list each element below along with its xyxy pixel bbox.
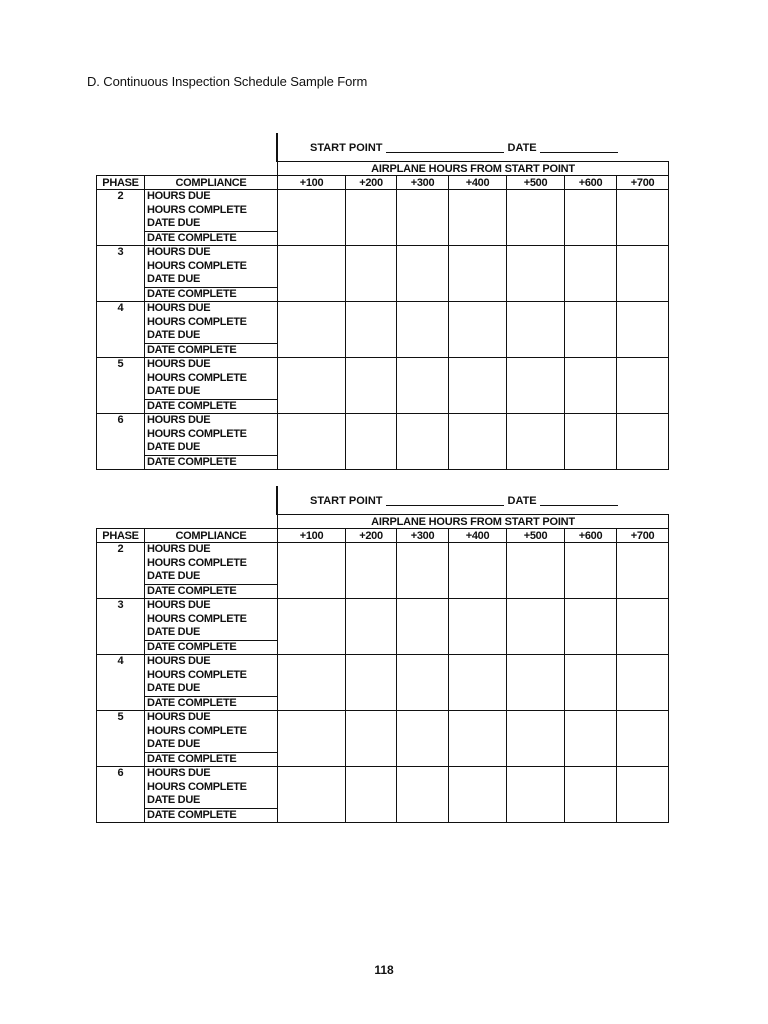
hours-column-header: +400 [449,529,507,543]
hours-column-header: +300 [397,176,449,190]
entry-cell[interactable] [507,711,565,767]
entry-cell[interactable] [278,543,346,599]
phase-row [97,655,669,711]
hours-column-header: +100 [278,529,346,543]
phase-row [97,190,669,246]
compliance-item: DATE DUE [147,682,201,694]
entry-cell[interactable] [617,599,669,655]
date-field[interactable] [540,142,618,153]
compliance-item: DATE COMPLETE [145,584,277,599]
entry-cell[interactable] [507,655,565,711]
phase-number: 4 [97,302,145,358]
compliance-item: HOURS DUE [147,767,211,779]
entry-cell[interactable] [449,302,507,358]
phase-number: 3 [97,599,145,655]
compliance-item: DATE COMPLETE [145,640,277,655]
compliance-item: HOURS DUE [147,543,211,555]
entry-cell[interactable] [397,190,449,246]
schedule-table [96,514,669,823]
compliance-item: DATE COMPLETE [145,287,277,302]
date-field[interactable] [540,495,618,506]
compliance-item: DATE DUE [147,570,201,582]
page-number: 118 [374,963,394,977]
compliance-item: HOURS COMPLETE [147,371,247,384]
entry-cell[interactable] [346,767,397,823]
hours-column-header: +400 [449,176,507,190]
start-point-row [310,495,622,507]
compliance-list [145,543,278,599]
compliance-item: DATE COMPLETE [145,343,277,358]
entry-cell[interactable] [397,358,449,414]
entry-cell[interactable] [449,711,507,767]
date-label: DATE [507,142,537,154]
entry-cell[interactable] [617,414,669,470]
compliance-item: HOURS DUE [147,358,211,370]
compliance-item: HOURS DUE [147,414,211,426]
entry-cell[interactable] [449,246,507,302]
phase-number: 5 [97,358,145,414]
compliance-item: DATE DUE [147,441,201,453]
entry-cell[interactable] [346,246,397,302]
entry-cell[interactable] [565,711,617,767]
entry-cell[interactable] [397,711,449,767]
entry-cell[interactable] [507,190,565,246]
entry-cell[interactable] [617,358,669,414]
entry-cell[interactable] [565,414,617,470]
entry-cell[interactable] [346,543,397,599]
entry-cell[interactable] [449,358,507,414]
entry-cell[interactable] [278,246,346,302]
start-point-label: START POINT [310,142,383,154]
entry-cell[interactable] [278,414,346,470]
phase-number: 3 [97,246,145,302]
compliance-item: HOURS DUE [147,655,211,667]
hours-column-header: +300 [397,529,449,543]
entry-cell[interactable] [346,358,397,414]
compliance-item: HOURS DUE [147,246,211,258]
entry-cell[interactable] [346,190,397,246]
header-spacer [97,515,278,529]
airplane-hours-header: AIRPLANE HOURS FROM START POINT [278,162,669,176]
entry-cell[interactable] [565,655,617,711]
compliance-item: HOURS COMPLETE [147,259,247,272]
entry-cell[interactable] [507,246,565,302]
compliance-item: DATE COMPLETE [145,752,277,767]
phase-number: 2 [97,543,145,599]
compliance-item: DATE COMPLETE [145,696,277,711]
compliance-list [145,767,278,823]
phase-number: 2 [97,190,145,246]
start-point-field[interactable] [386,495,504,506]
compliance-list [145,655,278,711]
entry-cell[interactable] [397,414,449,470]
compliance-item: DATE DUE [147,385,201,397]
compliance-item: HOURS COMPLETE [147,780,247,793]
phase-row [97,543,669,599]
compliance-header: COMPLIANCE [145,176,278,190]
hours-column-header: +100 [278,176,346,190]
hours-column-header: +200 [346,529,397,543]
entry-cell[interactable] [565,767,617,823]
phase-row [97,414,669,470]
compliance-item: DATE COMPLETE [145,399,277,414]
compliance-item: HOURS COMPLETE [147,668,247,681]
compliance-list [145,190,278,246]
compliance-item: HOURS COMPLETE [147,724,247,737]
entry-cell[interactable] [507,414,565,470]
phase-number: 4 [97,655,145,711]
compliance-item: DATE DUE [147,273,201,285]
entry-cell[interactable] [397,655,449,711]
airplane-hours-header: AIRPLANE HOURS FROM START POINT [278,515,669,529]
start-point-divider [276,486,278,515]
phase-number: 5 [97,711,145,767]
compliance-item: DATE DUE [147,329,201,341]
entry-cell[interactable] [278,655,346,711]
entry-cell[interactable] [449,767,507,823]
entry-cell[interactable] [346,711,397,767]
entry-cell[interactable] [449,655,507,711]
entry-cell[interactable] [507,543,565,599]
entry-cell[interactable] [278,711,346,767]
entry-cell[interactable] [617,767,669,823]
compliance-item: DATE COMPLETE [145,808,277,823]
entry-cell[interactable] [397,543,449,599]
entry-cell[interactable] [397,767,449,823]
compliance-list [145,599,278,655]
entry-cell[interactable] [617,246,669,302]
start-point-field[interactable] [386,142,504,153]
start-point-label: START POINT [310,495,383,507]
entry-cell[interactable] [507,767,565,823]
start-point-divider [276,133,278,162]
compliance-list [145,358,278,414]
phase-row [97,358,669,414]
compliance-list [145,302,278,358]
compliance-item: DATE COMPLETE [145,455,277,470]
entry-cell[interactable] [565,543,617,599]
entry-cell[interactable] [449,190,507,246]
entry-cell[interactable] [278,767,346,823]
entry-cell[interactable] [397,599,449,655]
compliance-item: HOURS COMPLETE [147,315,247,328]
hours-column-header: +700 [617,176,669,190]
phase-number: 6 [97,767,145,823]
entry-cell[interactable] [565,599,617,655]
hours-column-header: +600 [565,176,617,190]
entry-cell[interactable] [278,358,346,414]
hours-column-header: +500 [507,529,565,543]
phase-header: PHASE [97,529,145,543]
compliance-item: HOURS DUE [147,599,211,611]
compliance-list [145,711,278,767]
phase-row [97,246,669,302]
entry-cell[interactable] [397,302,449,358]
entry-cell[interactable] [278,599,346,655]
compliance-header: COMPLIANCE [145,529,278,543]
compliance-item: HOURS COMPLETE [147,203,247,216]
compliance-item: HOURS DUE [147,190,211,202]
phase-row [97,302,669,358]
entry-cell[interactable] [278,190,346,246]
entry-cell[interactable] [346,414,397,470]
phase-number: 6 [97,414,145,470]
compliance-item: HOURS DUE [147,711,211,723]
phase-row [97,599,669,655]
entry-cell[interactable] [449,543,507,599]
compliance-item: DATE DUE [147,626,201,638]
header-spacer [97,162,278,176]
entry-cell[interactable] [565,246,617,302]
entry-cell[interactable] [617,655,669,711]
entry-cell[interactable] [449,414,507,470]
entry-cell[interactable] [565,302,617,358]
compliance-item: HOURS COMPLETE [147,612,247,625]
entry-cell[interactable] [507,599,565,655]
entry-cell[interactable] [346,599,397,655]
compliance-item: HOURS DUE [147,302,211,314]
entry-cell[interactable] [346,302,397,358]
entry-cell[interactable] [278,302,346,358]
compliance-list [145,414,278,470]
compliance-item: HOURS COMPLETE [147,556,247,569]
entry-cell[interactable] [617,190,669,246]
hours-column-header: +600 [565,529,617,543]
entry-cell[interactable] [565,190,617,246]
schedule-table [96,161,669,470]
compliance-list [145,246,278,302]
phase-header: PHASE [97,176,145,190]
compliance-item: HOURS COMPLETE [147,427,247,440]
entry-cell[interactable] [397,246,449,302]
compliance-item: DATE COMPLETE [145,231,277,246]
entry-cell[interactable] [346,655,397,711]
entry-cell[interactable] [507,358,565,414]
entry-cell[interactable] [449,599,507,655]
entry-cell[interactable] [565,358,617,414]
hours-column-header: +200 [346,176,397,190]
compliance-item: DATE DUE [147,217,201,229]
start-point-row [310,142,622,154]
entry-cell[interactable] [617,302,669,358]
entry-cell[interactable] [617,543,669,599]
date-label: DATE [507,495,537,507]
compliance-item: DATE DUE [147,794,201,806]
entry-cell[interactable] [507,302,565,358]
phase-row [97,711,669,767]
hours-column-header: +700 [617,529,669,543]
compliance-item: DATE DUE [147,738,201,750]
phase-row [97,767,669,823]
entry-cell[interactable] [617,711,669,767]
page-heading: D. Continuous Inspection Schedule Sample Form [87,74,368,89]
hours-column-header: +500 [507,176,565,190]
